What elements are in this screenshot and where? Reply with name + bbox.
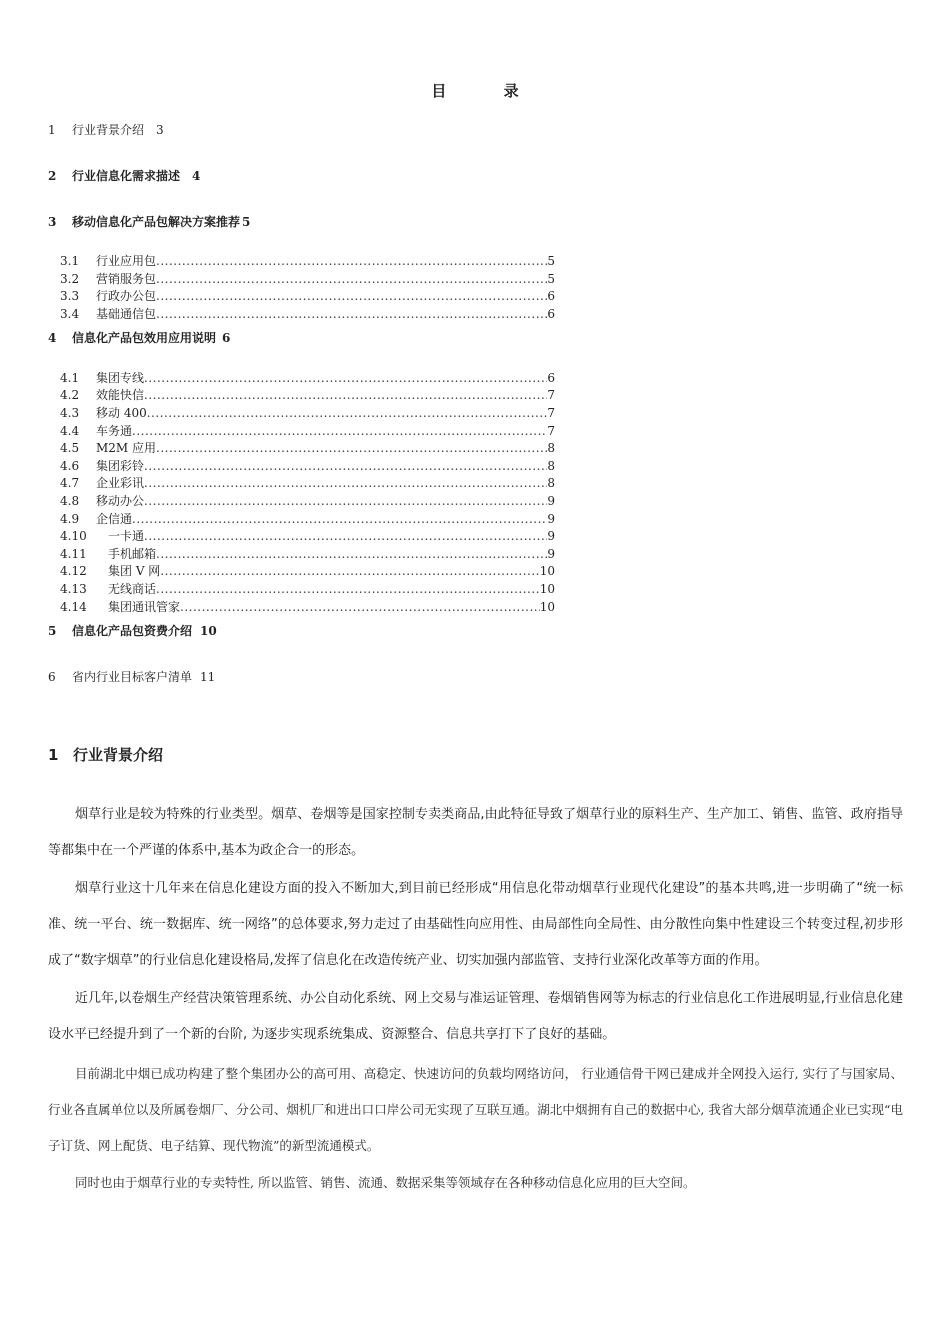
toc-entry-page: 10 [539,564,555,578]
toc-heading[interactable] [48,122,164,138]
toc-entry[interactable] [60,458,555,475]
toc-entry-number: 3.4 [60,307,80,321]
section-number: 1 [48,746,59,764]
toc-heading-number: 6 [48,670,56,684]
toc-leader-dots [132,511,547,528]
toc-entry-number: 3.3 [60,289,80,303]
toc-entry-number: 4.10 [60,529,87,543]
toc-leader-dots [144,458,547,475]
toc-leader-dots [160,563,539,580]
toc-entry-label: 企业彩讯 [96,476,145,490]
toc-entry-page: 8 [547,476,555,490]
toc-leader-dots [144,370,547,387]
toc-leader-dots [180,599,540,616]
toc-heading-page: 4 [192,169,201,183]
toc-entry-number: 4.7 [60,476,80,490]
toc-leader-dots [156,581,540,598]
toc-entry-page: 6 [547,289,555,303]
toc-entry[interactable] [60,546,555,563]
toc-entry[interactable] [60,563,555,580]
toc-heading-number: 5 [48,624,57,638]
toc-entry[interactable] [60,493,555,510]
toc-entry-page: 8 [547,459,555,473]
toc-leader-dots [156,440,547,457]
toc-entry[interactable] [60,253,555,270]
toc-entry-label: 手机邮箱 [108,547,157,561]
toc-entry-number: 4.11 [60,547,87,561]
section-title: 行业背景介绍 [73,746,164,764]
toc-entry-label: 集团通讯管家 [108,600,181,614]
toc-entry-number: 4.6 [60,459,80,473]
toc-entry-number: 4.12 [60,564,87,578]
toc-entry-page: 6 [547,307,555,321]
toc-entry[interactable] [60,370,555,387]
toc-leader-dots [156,288,547,305]
toc-entry-label: 一卡通 [108,529,145,543]
toc-entry-page: 9 [547,494,555,508]
toc-heading-label: 移动信息化产品包解决方案推荐 [72,215,241,229]
toc-entry-page: 10 [539,582,555,596]
toc-heading-number: 3 [48,215,57,229]
toc-heading[interactable] [48,623,217,639]
toc-heading-label: 省内行业目标客户清单 [72,670,193,684]
toc-entry[interactable] [60,288,555,305]
toc-entry[interactable] [60,511,555,528]
toc-entry[interactable] [60,271,555,288]
toc-entry-number: 4.4 [60,424,80,438]
body-paragraph: 同时也由于烟草行业的专卖特性, 所以监管、销售、流通、数据采集等领域存在各种移动信息化应用的巨大空间。 [75,1175,696,1190]
toc-heading-page: 3 [156,123,164,137]
toc-heading-number: 4 [48,331,57,345]
toc-entry[interactable] [60,475,555,492]
toc-heading-page: 5 [242,215,251,229]
toc-heading-label: 行业背景介绍 [72,123,145,137]
toc-leader-dots [147,405,548,422]
toc-entry-number: 4.3 [60,406,80,420]
toc-entry-page: 5 [547,272,555,286]
toc-entry-page: 9 [547,529,555,543]
toc-entry-number: 3.2 [60,272,80,286]
toc-entry-label: 行业应用包 [96,254,157,268]
toc-entry[interactable] [60,405,555,422]
toc-entry-page: 7 [547,388,555,402]
toc-heading-label: 信息化产品包资费介绍 [72,624,193,638]
toc-entry-page: 6 [547,371,555,385]
toc-entry-number: 4.14 [60,600,87,614]
toc-entry-label: 基础通信包 [96,307,157,321]
toc-entry[interactable] [60,440,555,457]
toc-entry-label: 集团专线 [96,371,145,385]
toc-entry-number: 4.9 [60,512,80,526]
toc-entry-label: 集团 V 网 [108,564,161,578]
toc-entry-number: 4.2 [60,388,80,402]
toc-entry-label: 车务通 [96,424,133,438]
toc-entry-number: 4.5 [60,441,80,455]
toc-entry[interactable] [60,581,555,598]
toc-entry-number: 4.1 [60,371,80,385]
toc-leader-dots [156,253,547,270]
toc-entry-label: 无线商话 [108,582,157,596]
toc-heading-number: 1 [48,123,56,137]
toc-entry[interactable] [60,528,555,545]
toc-entry-page: 5 [547,254,555,268]
toc-leader-dots [156,546,547,563]
toc-heading-label: 行业信息化需求描述 [72,169,181,183]
toc-leader-dots [144,475,547,492]
body-paragraph: 目前湖北中烟已成功构建了整个集团办公的高可用、高稳定、快速访问的负载均网络访问， 行业通信骨干网已建成并全网投入运行, 实行了与国家局、行业各直属单位以及所属卷烟厂、分公司、烟机厂和进出口口岸公司无实现了互联互通。湖北中烟拥有自己的数据中心, 我省大部分烟草流通企业已实现“电子订货、网上配货、电子结算、现代物流”的新型流通模式。 [48,1066,903,1153]
toc-entry-page: 8 [547,441,555,455]
toc-heading-page: 11 [200,670,216,684]
toc-entry[interactable] [60,306,555,323]
body-paragraph: 烟草行业是较为特殊的行业类型。烟草、卷烟等是国家控制专卖类商品,由此特征导致了烟草行业的原料生产、生产加工、销售、监管、政府指导等都集中在一个严谨的体系中,基本为政企合一的形态。 [48,807,903,858]
toc-entry-page: 10 [539,600,555,614]
toc-entry-number: 3.1 [60,254,80,268]
toc-leader-dots [156,306,547,323]
toc-heading[interactable] [48,669,215,685]
toc-heading-label: 信息化产品包效用应用说明 [72,331,217,345]
toc-entry-label: 效能快信 [96,388,145,402]
toc-entry-label: 营销服务包 [96,272,157,286]
toc-heading[interactable] [48,168,200,184]
body-paragraph: 烟草行业这十几年来在信息化建设方面的投入不断加大,到目前已经形成“用信息化带动烟草行业现代化建设”的基本共鸣,进一步明确了“统一标准、统一平台、统一数据库、统一网络”的总体要求,努力走过了由基础性向应用性、由局部性向全局性、由分散性向集中性建设三个转变过程,初步形成了“数字烟草”的行业信息化建设格局,发挥了信息化在改造传统产业、切实加强内部监管、支持行业深化改革等方面的作用。 [48,881,903,968]
toc-leader-dots [144,528,547,545]
toc-heading-page: 10 [200,624,217,638]
toc-entry-label: 行政办公包 [96,289,157,303]
body-paragraph: 近几年,以卷烟生产经营决策管理系统、办公自动化系统、网上交易与准运证管理、卷烟销售网等为标志的行业信息化工作进展明显,行业信息化建设水平已经提升到了一个新的台阶, 为逐步实现系统集成、资源整合、信息共享打下了良好的基础。 [48,991,903,1042]
toc-heading-page: 6 [222,331,231,345]
toc-entry[interactable] [60,599,555,616]
toc-entry-label: 企信通 [96,512,133,526]
toc-leader-dots [144,493,547,510]
toc-entry-page: 7 [547,406,555,420]
section-heading [48,744,163,765]
toc-entry-page: 9 [547,547,555,561]
toc-leader-dots [156,271,547,288]
toc-leader-dots [132,423,547,440]
toc-entry-number: 4.13 [60,582,87,596]
toc-entry[interactable] [60,387,555,404]
toc-entry-number: 4.8 [60,494,80,508]
toc-title: 目 录 [431,82,545,100]
toc-entry-label: M2M 应用 [96,441,157,455]
toc-heading[interactable] [48,330,230,346]
toc-entry-page: 7 [547,424,555,438]
toc-entry-page: 9 [547,512,555,526]
toc-leader-dots [144,387,547,404]
toc-entry-label: 移动办公 [96,494,145,508]
toc-entry[interactable] [60,423,555,440]
toc-heading-number: 2 [48,169,57,183]
toc-entry-label: 集团彩铃 [96,459,145,473]
toc-entry-label: 移动 400 [96,406,147,420]
toc-heading[interactable] [48,214,250,230]
